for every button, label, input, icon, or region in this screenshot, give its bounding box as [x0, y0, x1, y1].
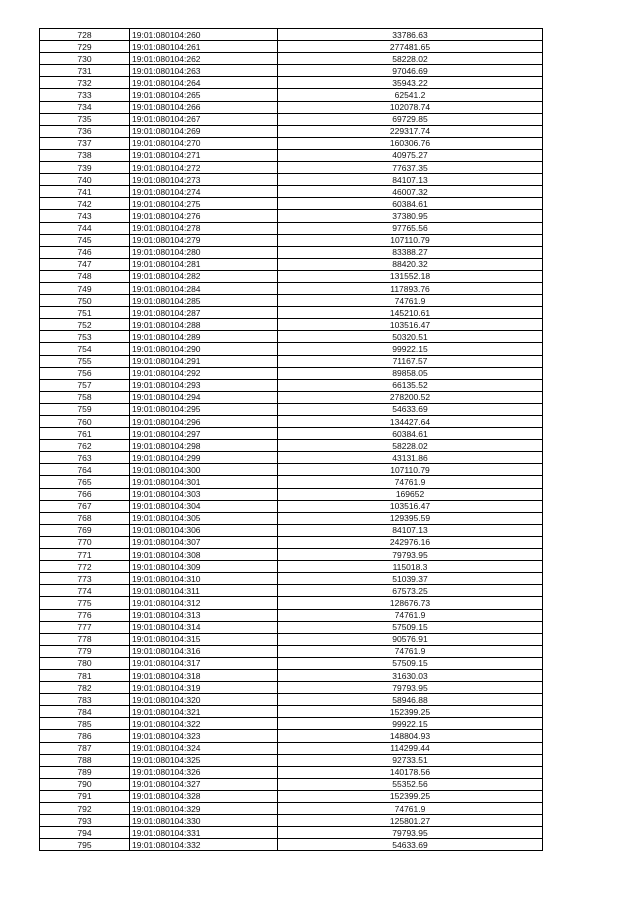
- value-cell: 115018.3: [278, 561, 543, 573]
- cadastral-number-cell: 19:01:080104:322: [130, 718, 278, 730]
- table-row: [40, 585, 543, 597]
- value-cell: 31630.03: [278, 669, 543, 681]
- row-number-cell: 773: [40, 573, 130, 585]
- table-row: [40, 234, 543, 246]
- row-number-cell: 756: [40, 367, 130, 379]
- cadastral-number-cell: 19:01:080104:269: [130, 125, 278, 137]
- row-number-cell: 785: [40, 718, 130, 730]
- table-row: [40, 742, 543, 754]
- table-row: [40, 549, 543, 561]
- table-row: [40, 645, 543, 657]
- table-row: [40, 754, 543, 766]
- row-number-cell: 775: [40, 597, 130, 609]
- table-row: [40, 803, 543, 815]
- table-row: [40, 65, 543, 77]
- row-number-cell: 791: [40, 790, 130, 802]
- cadastral-number-cell: 19:01:080104:293: [130, 379, 278, 391]
- value-cell: 134427.64: [278, 416, 543, 428]
- cadastral-number-cell: 19:01:080104:319: [130, 682, 278, 694]
- value-cell: 169652: [278, 488, 543, 500]
- row-number-cell: 735: [40, 113, 130, 125]
- table-row: [40, 452, 543, 464]
- value-cell: 84107.13: [278, 174, 543, 186]
- table-row: [40, 573, 543, 585]
- cadastral-number-cell: 19:01:080104:304: [130, 500, 278, 512]
- cadastral-number-cell: 19:01:080104:325: [130, 754, 278, 766]
- cadastral-number-cell: 19:01:080104:297: [130, 428, 278, 440]
- row-number-cell: 787: [40, 742, 130, 754]
- value-cell: 160306.76: [278, 137, 543, 149]
- row-number-cell: 789: [40, 766, 130, 778]
- value-cell: 79793.95: [278, 549, 543, 561]
- value-cell: 55352.56: [278, 778, 543, 790]
- value-cell: 79793.95: [278, 682, 543, 694]
- table-row: [40, 730, 543, 742]
- row-number-cell: 741: [40, 186, 130, 198]
- table-row: [40, 282, 543, 294]
- row-number-cell: 781: [40, 669, 130, 681]
- cadastral-number-cell: 19:01:080104:301: [130, 476, 278, 488]
- table-row: [40, 512, 543, 524]
- value-cell: 152399.25: [278, 790, 543, 802]
- cadastral-number-cell: 19:01:080104:261: [130, 41, 278, 53]
- row-number-cell: 738: [40, 149, 130, 161]
- cadastral-number-cell: 19:01:080104:299: [130, 452, 278, 464]
- row-number-cell: 753: [40, 331, 130, 343]
- table-row: [40, 524, 543, 536]
- table-row: [40, 198, 543, 210]
- table-row: [40, 113, 543, 125]
- cadastral-number-cell: 19:01:080104:287: [130, 307, 278, 319]
- document-page: [39, 28, 543, 851]
- cadastral-number-cell: 19:01:080104:275: [130, 198, 278, 210]
- table-row: [40, 706, 543, 718]
- cadastral-number-cell: 19:01:080104:331: [130, 827, 278, 839]
- cadastral-number-cell: 19:01:080104:260: [130, 29, 278, 41]
- value-cell: 54633.69: [278, 403, 543, 415]
- row-number-cell: 779: [40, 645, 130, 657]
- cadastral-number-cell: 19:01:080104:289: [130, 331, 278, 343]
- row-number-cell: 750: [40, 295, 130, 307]
- table-row: [40, 270, 543, 282]
- row-number-cell: 754: [40, 343, 130, 355]
- row-number-cell: 757: [40, 379, 130, 391]
- row-number-cell: 730: [40, 53, 130, 65]
- cadastral-number-cell: 19:01:080104:280: [130, 246, 278, 258]
- table-row: [40, 137, 543, 149]
- cadastral-number-cell: 19:01:080104:264: [130, 77, 278, 89]
- value-cell: 74761.9: [278, 609, 543, 621]
- cadastral-number-cell: 19:01:080104:270: [130, 137, 278, 149]
- cadastral-number-cell: 19:01:080104:290: [130, 343, 278, 355]
- row-number-cell: 744: [40, 222, 130, 234]
- value-cell: 107110.79: [278, 464, 543, 476]
- table-row: [40, 355, 543, 367]
- value-cell: 58946.88: [278, 694, 543, 706]
- value-cell: 229317.74: [278, 125, 543, 137]
- table-row: [40, 597, 543, 609]
- table-row: [40, 416, 543, 428]
- value-cell: 60384.61: [278, 198, 543, 210]
- row-number-cell: 793: [40, 815, 130, 827]
- row-number-cell: 729: [40, 41, 130, 53]
- cadastral-number-cell: 19:01:080104:321: [130, 706, 278, 718]
- cadastral-number-cell: 19:01:080104:295: [130, 403, 278, 415]
- table-row: [40, 440, 543, 452]
- table-row: [40, 174, 543, 186]
- value-cell: 103516.47: [278, 500, 543, 512]
- table-row: [40, 89, 543, 101]
- value-cell: 51039.37: [278, 573, 543, 585]
- value-cell: 148804.93: [278, 730, 543, 742]
- cadastral-number-cell: 19:01:080104:312: [130, 597, 278, 609]
- value-cell: 67573.25: [278, 585, 543, 597]
- row-number-cell: 731: [40, 65, 130, 77]
- row-number-cell: 770: [40, 536, 130, 548]
- value-cell: 57509.15: [278, 621, 543, 633]
- table-row: [40, 694, 543, 706]
- row-number-cell: 739: [40, 162, 130, 174]
- cadastral-number-cell: 19:01:080104:318: [130, 669, 278, 681]
- row-number-cell: 751: [40, 307, 130, 319]
- value-cell: 43131.86: [278, 452, 543, 464]
- cadastral-number-cell: 19:01:080104:328: [130, 790, 278, 802]
- value-cell: 277481.65: [278, 41, 543, 53]
- value-cell: 125801.27: [278, 815, 543, 827]
- value-cell: 79793.95: [278, 827, 543, 839]
- value-cell: 117893.76: [278, 282, 543, 294]
- table-row: [40, 609, 543, 621]
- table-row: [40, 41, 543, 53]
- table-row: [40, 682, 543, 694]
- cadastral-number-cell: 19:01:080104:327: [130, 778, 278, 790]
- cadastral-number-cell: 19:01:080104:278: [130, 222, 278, 234]
- cadastral-number-cell: 19:01:080104:313: [130, 609, 278, 621]
- cadastral-number-cell: 19:01:080104:308: [130, 549, 278, 561]
- value-cell: 74761.9: [278, 645, 543, 657]
- cadastral-number-cell: 19:01:080104:291: [130, 355, 278, 367]
- table-row: [40, 319, 543, 331]
- table-row: [40, 488, 543, 500]
- cadastral-number-cell: 19:01:080104:281: [130, 258, 278, 270]
- cadastral-number-cell: 19:01:080104:285: [130, 295, 278, 307]
- table-row: [40, 331, 543, 343]
- cadastral-number-cell: 19:01:080104:310: [130, 573, 278, 585]
- cadastral-number-cell: 19:01:080104:324: [130, 742, 278, 754]
- value-cell: 62541.2: [278, 89, 543, 101]
- cadastral-number-cell: 19:01:080104:309: [130, 561, 278, 573]
- row-number-cell: 732: [40, 77, 130, 89]
- table-row: [40, 766, 543, 778]
- table-row: [40, 561, 543, 573]
- table-row: [40, 258, 543, 270]
- row-number-cell: 790: [40, 778, 130, 790]
- cadastral-number-cell: 19:01:080104:273: [130, 174, 278, 186]
- value-cell: 152399.25: [278, 706, 543, 718]
- row-number-cell: 758: [40, 391, 130, 403]
- cadastral-value-table: [39, 28, 543, 851]
- cadastral-number-cell: 19:01:080104:262: [130, 53, 278, 65]
- row-number-cell: 795: [40, 839, 130, 851]
- row-number-cell: 764: [40, 464, 130, 476]
- row-number-cell: 771: [40, 549, 130, 561]
- row-number-cell: 784: [40, 706, 130, 718]
- row-number-cell: 755: [40, 355, 130, 367]
- value-cell: 145210.61: [278, 307, 543, 319]
- value-cell: 89858.05: [278, 367, 543, 379]
- value-cell: 60384.61: [278, 428, 543, 440]
- cadastral-number-cell: 19:01:080104:303: [130, 488, 278, 500]
- table-row: [40, 222, 543, 234]
- value-cell: 140178.56: [278, 766, 543, 778]
- value-cell: 84107.13: [278, 524, 543, 536]
- value-cell: 242976.16: [278, 536, 543, 548]
- row-number-cell: 765: [40, 476, 130, 488]
- value-cell: 46007.32: [278, 186, 543, 198]
- table-row: [40, 428, 543, 440]
- row-number-cell: 760: [40, 416, 130, 428]
- cadastral-number-cell: 19:01:080104:272: [130, 162, 278, 174]
- value-cell: 54633.69: [278, 839, 543, 851]
- table-row: [40, 307, 543, 319]
- value-cell: 131552.18: [278, 270, 543, 282]
- value-cell: 66135.52: [278, 379, 543, 391]
- value-cell: 92733.51: [278, 754, 543, 766]
- table-row: [40, 536, 543, 548]
- value-cell: 129395.59: [278, 512, 543, 524]
- row-number-cell: 783: [40, 694, 130, 706]
- cadastral-number-cell: 19:01:080104:271: [130, 149, 278, 161]
- row-number-cell: 786: [40, 730, 130, 742]
- table-row: [40, 77, 543, 89]
- row-number-cell: 782: [40, 682, 130, 694]
- cadastral-number-cell: 19:01:080104:266: [130, 101, 278, 113]
- value-cell: 40975.27: [278, 149, 543, 161]
- table-row: [40, 210, 543, 222]
- row-number-cell: 768: [40, 512, 130, 524]
- table-row: [40, 343, 543, 355]
- value-cell: 58228.02: [278, 440, 543, 452]
- row-number-cell: 761: [40, 428, 130, 440]
- row-number-cell: 752: [40, 319, 130, 331]
- value-cell: 278200.52: [278, 391, 543, 403]
- row-number-cell: 788: [40, 754, 130, 766]
- table-row: [40, 718, 543, 730]
- table-row: [40, 403, 543, 415]
- value-cell: 97765.56: [278, 222, 543, 234]
- value-cell: 35943.22: [278, 77, 543, 89]
- row-number-cell: 736: [40, 125, 130, 137]
- table-row: [40, 657, 543, 669]
- cadastral-number-cell: 19:01:080104:326: [130, 766, 278, 778]
- row-number-cell: 778: [40, 633, 130, 645]
- row-number-cell: 734: [40, 101, 130, 113]
- cadastral-number-cell: 19:01:080104:332: [130, 839, 278, 851]
- value-cell: 74761.9: [278, 476, 543, 488]
- row-number-cell: 733: [40, 89, 130, 101]
- row-number-cell: 748: [40, 270, 130, 282]
- row-number-cell: 749: [40, 282, 130, 294]
- table-row: [40, 839, 543, 851]
- row-number-cell: 746: [40, 246, 130, 258]
- cadastral-number-cell: 19:01:080104:311: [130, 585, 278, 597]
- value-cell: 58228.02: [278, 53, 543, 65]
- row-number-cell: 762: [40, 440, 130, 452]
- cadastral-number-cell: 19:01:080104:320: [130, 694, 278, 706]
- value-cell: 88420.32: [278, 258, 543, 270]
- table-row: [40, 101, 543, 113]
- table-row: [40, 500, 543, 512]
- value-cell: 99922.15: [278, 343, 543, 355]
- cadastral-number-cell: 19:01:080104:274: [130, 186, 278, 198]
- row-number-cell: 767: [40, 500, 130, 512]
- cadastral-number-cell: 19:01:080104:284: [130, 282, 278, 294]
- table-row: [40, 464, 543, 476]
- row-number-cell: 776: [40, 609, 130, 621]
- value-cell: 57509.15: [278, 657, 543, 669]
- row-number-cell: 737: [40, 137, 130, 149]
- row-number-cell: 774: [40, 585, 130, 597]
- cadastral-number-cell: 19:01:080104:298: [130, 440, 278, 452]
- table-body: [40, 29, 543, 851]
- cadastral-number-cell: 19:01:080104:282: [130, 270, 278, 282]
- row-number-cell: 742: [40, 198, 130, 210]
- table-row: [40, 815, 543, 827]
- table-row: [40, 125, 543, 137]
- cadastral-number-cell: 19:01:080104:296: [130, 416, 278, 428]
- value-cell: 99922.15: [278, 718, 543, 730]
- cadastral-number-cell: 19:01:080104:288: [130, 319, 278, 331]
- cadastral-number-cell: 19:01:080104:279: [130, 234, 278, 246]
- cadastral-number-cell: 19:01:080104:305: [130, 512, 278, 524]
- cadastral-number-cell: 19:01:080104:317: [130, 657, 278, 669]
- cadastral-number-cell: 19:01:080104:294: [130, 391, 278, 403]
- cadastral-number-cell: 19:01:080104:316: [130, 645, 278, 657]
- cadastral-number-cell: 19:01:080104:306: [130, 524, 278, 536]
- row-number-cell: 728: [40, 29, 130, 41]
- cadastral-number-cell: 19:01:080104:263: [130, 65, 278, 77]
- table-row: [40, 621, 543, 633]
- cadastral-number-cell: 19:01:080104:329: [130, 803, 278, 815]
- table-row: [40, 827, 543, 839]
- table-row: [40, 246, 543, 258]
- table-row: [40, 391, 543, 403]
- table-row: [40, 778, 543, 790]
- cadastral-number-cell: 19:01:080104:276: [130, 210, 278, 222]
- value-cell: 74761.9: [278, 803, 543, 815]
- value-cell: 74761.9: [278, 295, 543, 307]
- cadastral-number-cell: 19:01:080104:300: [130, 464, 278, 476]
- cadastral-number-cell: 19:01:080104:267: [130, 113, 278, 125]
- value-cell: 90576.91: [278, 633, 543, 645]
- cadastral-number-cell: 19:01:080104:323: [130, 730, 278, 742]
- cadastral-number-cell: 19:01:080104:307: [130, 536, 278, 548]
- cadastral-number-cell: 19:01:080104:314: [130, 621, 278, 633]
- row-number-cell: 763: [40, 452, 130, 464]
- row-number-cell: 745: [40, 234, 130, 246]
- row-number-cell: 772: [40, 561, 130, 573]
- table-row: [40, 790, 543, 802]
- value-cell: 103516.47: [278, 319, 543, 331]
- table-row: [40, 633, 543, 645]
- row-number-cell: 766: [40, 488, 130, 500]
- table-row: [40, 186, 543, 198]
- row-number-cell: 792: [40, 803, 130, 815]
- value-cell: 71167.57: [278, 355, 543, 367]
- table-row: [40, 295, 543, 307]
- table-row: [40, 669, 543, 681]
- cadastral-number-cell: 19:01:080104:265: [130, 89, 278, 101]
- value-cell: 37380.95: [278, 210, 543, 222]
- cadastral-number-cell: 19:01:080104:315: [130, 633, 278, 645]
- row-number-cell: 794: [40, 827, 130, 839]
- table-row: [40, 162, 543, 174]
- value-cell: 102078.74: [278, 101, 543, 113]
- value-cell: 97046.69: [278, 65, 543, 77]
- value-cell: 83388.27: [278, 246, 543, 258]
- table-row: [40, 149, 543, 161]
- row-number-cell: 769: [40, 524, 130, 536]
- table-row: [40, 53, 543, 65]
- table-row: [40, 367, 543, 379]
- row-number-cell: 747: [40, 258, 130, 270]
- value-cell: 69729.85: [278, 113, 543, 125]
- row-number-cell: 780: [40, 657, 130, 669]
- cadastral-number-cell: 19:01:080104:330: [130, 815, 278, 827]
- row-number-cell: 740: [40, 174, 130, 186]
- row-number-cell: 743: [40, 210, 130, 222]
- table-row: [40, 29, 543, 41]
- value-cell: 33786.63: [278, 29, 543, 41]
- row-number-cell: 777: [40, 621, 130, 633]
- value-cell: 107110.79: [278, 234, 543, 246]
- value-cell: 114299.44: [278, 742, 543, 754]
- table-row: [40, 379, 543, 391]
- value-cell: 128676.73: [278, 597, 543, 609]
- table-row: [40, 476, 543, 488]
- cadastral-number-cell: 19:01:080104:292: [130, 367, 278, 379]
- value-cell: 77637.35: [278, 162, 543, 174]
- value-cell: 50320.51: [278, 331, 543, 343]
- row-number-cell: 759: [40, 403, 130, 415]
